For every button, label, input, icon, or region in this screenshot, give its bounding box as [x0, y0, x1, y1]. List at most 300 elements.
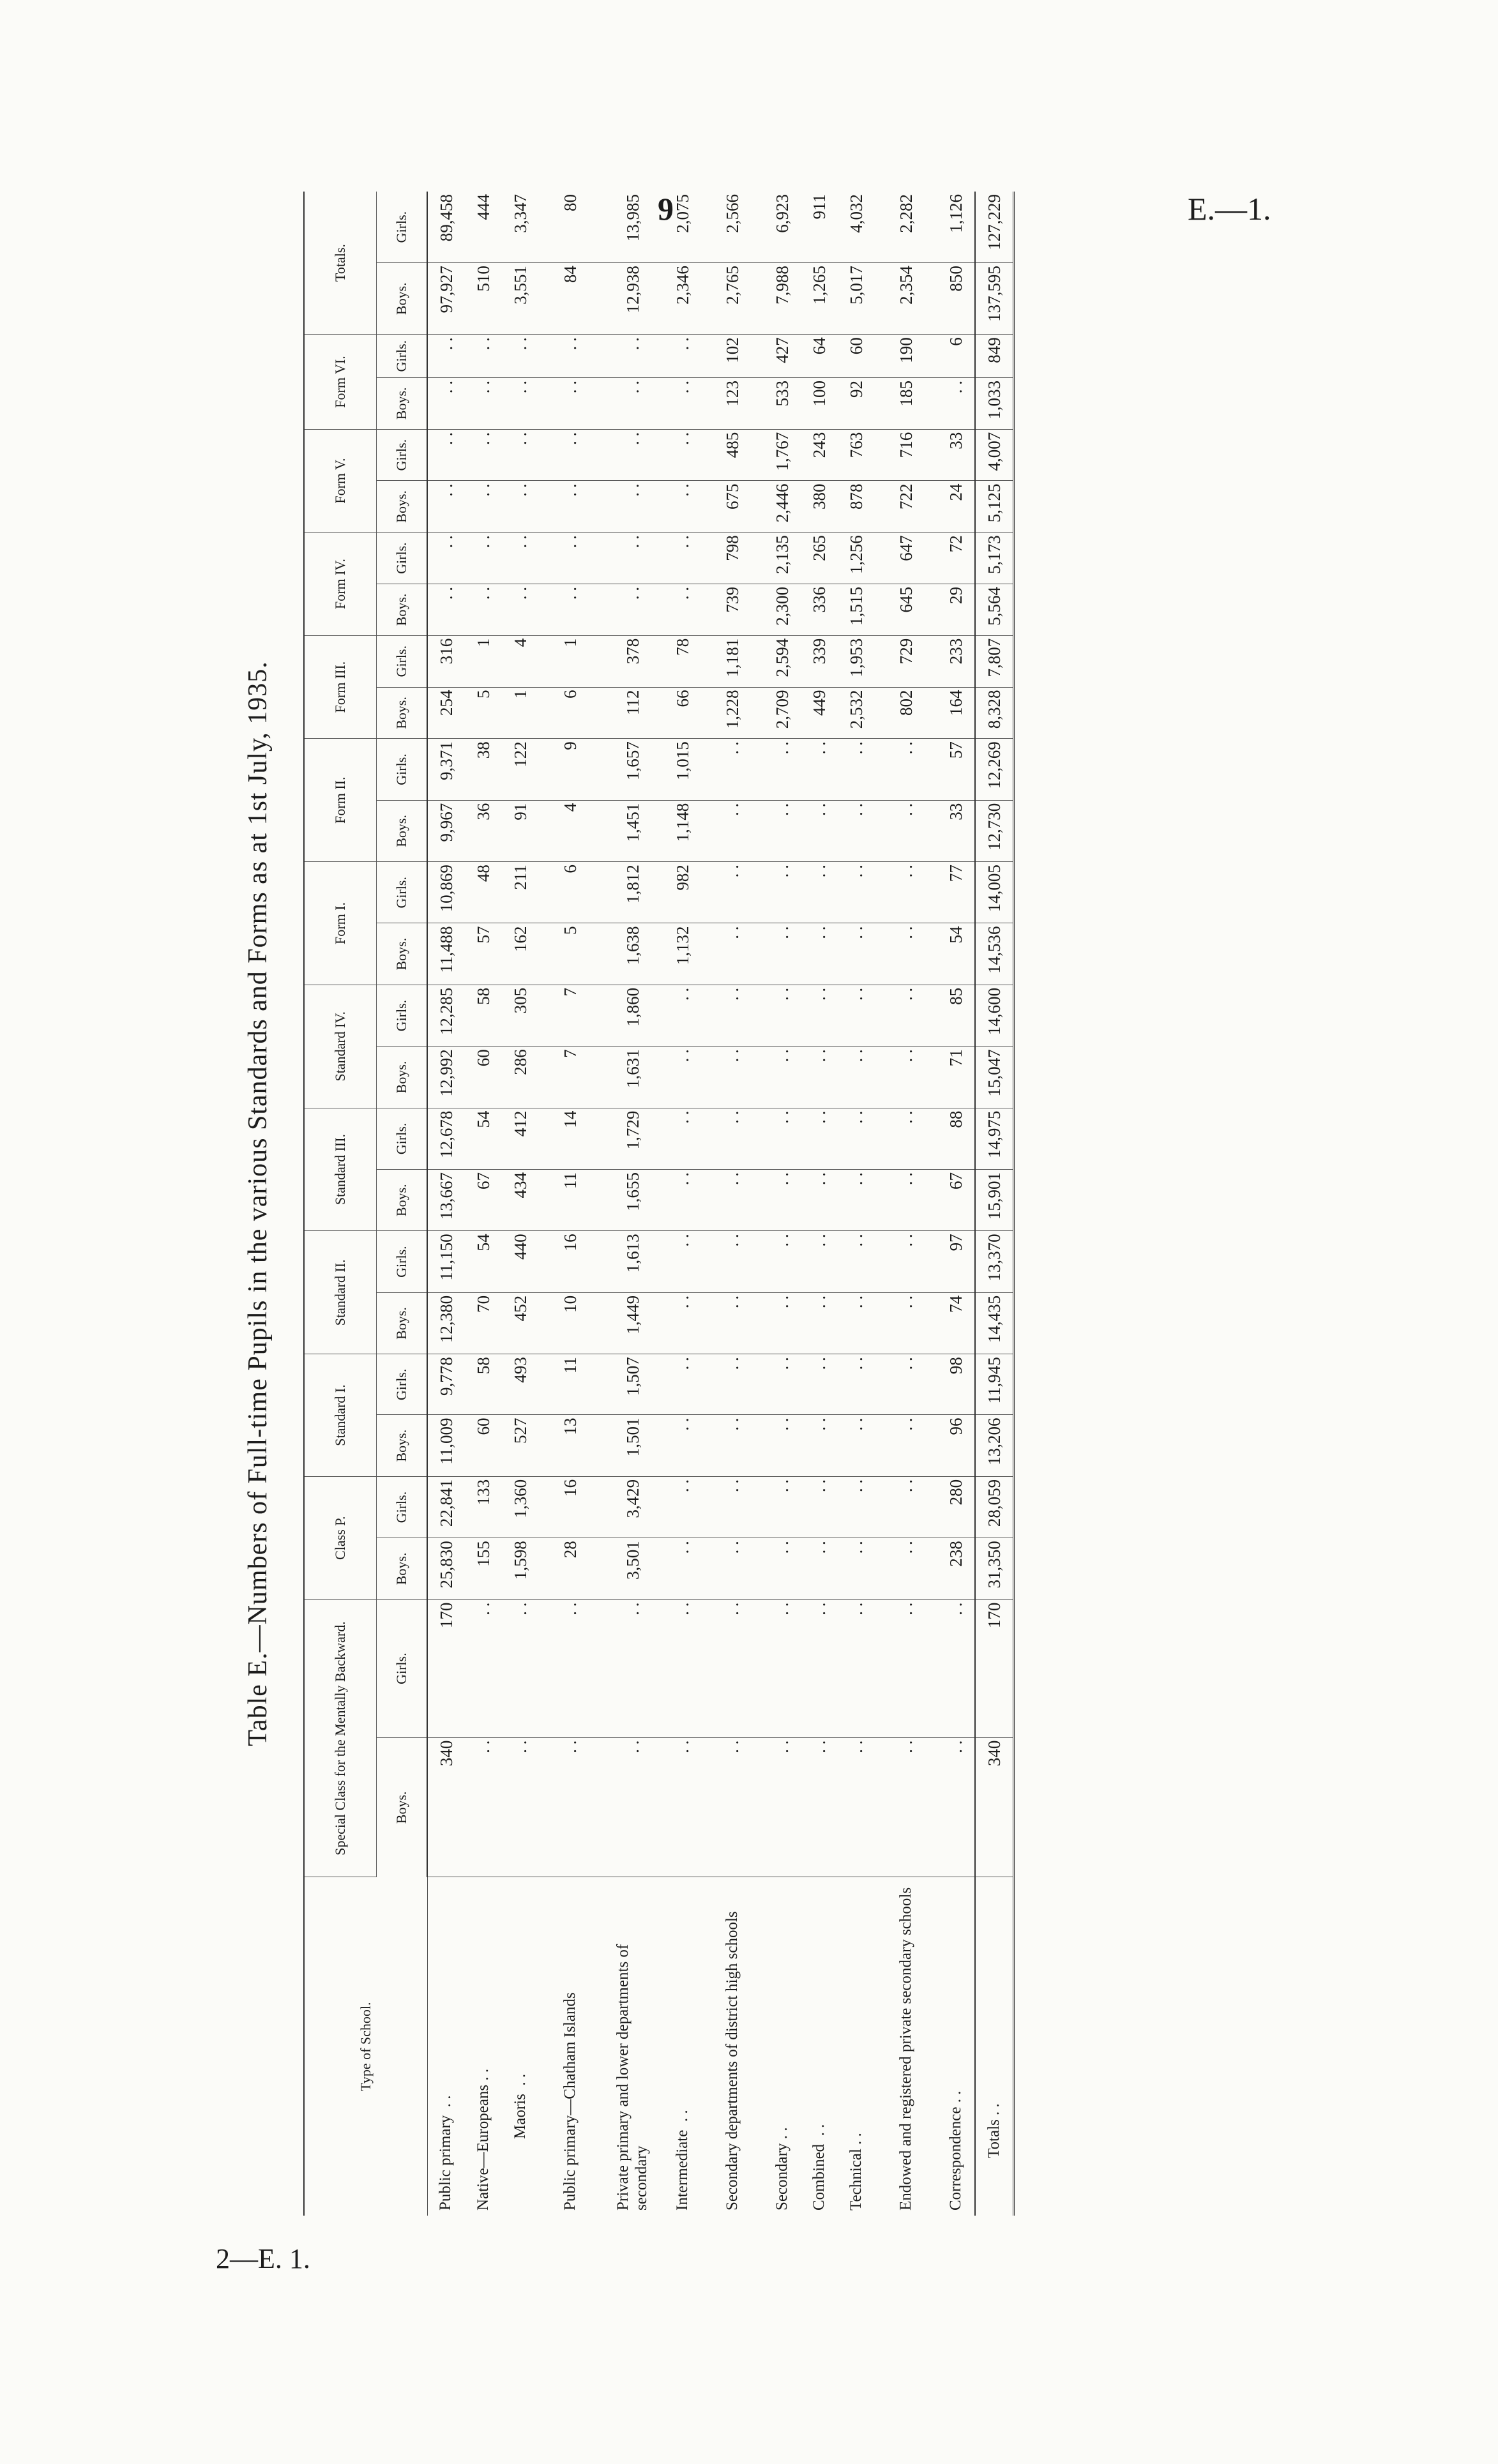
boys-header: Boys. [377, 1538, 428, 1599]
table-cell: . . [764, 1108, 801, 1169]
row-label-text: Native—Europeans [474, 2084, 492, 2211]
table-cell: . . [601, 1599, 664, 1737]
table-cell: . . [664, 377, 701, 429]
table-cell: 1,598 [502, 1538, 539, 1599]
table-cell: 112 [601, 687, 664, 739]
table-cell: 6 [539, 862, 601, 923]
table-cell: . . [764, 1476, 801, 1538]
table-cell: 254 [427, 687, 465, 739]
table-cell: 48 [465, 862, 502, 923]
table-cell: 763 [838, 429, 875, 481]
table-cell: 1 [465, 635, 502, 687]
table-cell: 493 [502, 1354, 539, 1415]
table-cell: . . [465, 377, 502, 429]
table-cell: . . [801, 1047, 838, 1108]
table-cell: 127,229 [975, 192, 1014, 263]
table-cell: . . [664, 429, 701, 481]
table-cell: . . [427, 429, 465, 481]
table-cell: . . [875, 1292, 937, 1354]
table-cell: . . [838, 923, 875, 985]
row-label [875, 1877, 937, 2216]
table-cell: . . [838, 1292, 875, 1354]
table-cell: 1,449 [601, 1292, 664, 1354]
table-cell: 67 [465, 1170, 502, 1231]
table-cell: . . [875, 1415, 937, 1476]
table-cell: . . [875, 862, 937, 923]
table-cell: . . [427, 481, 465, 533]
table-cell: . . [465, 533, 502, 584]
table-cell: 233 [937, 635, 975, 687]
table-cell: 12,730 [975, 800, 1014, 861]
boys-header: Boys. [377, 263, 428, 335]
table-cell: . . [801, 1415, 838, 1476]
girls-header: Girls. [377, 1354, 428, 1415]
table-cell: 170 [975, 1599, 1014, 1737]
table-cell: . . [427, 584, 465, 636]
table-cell: . . [701, 985, 764, 1046]
table-cell: 8,328 [975, 687, 1014, 739]
table-cell: 9 [539, 739, 601, 800]
table-cell: . . [875, 1476, 937, 1538]
table-cell: 92 [838, 377, 875, 429]
row-label-text: Intermediate [673, 2129, 691, 2211]
girls-header: Girls. [377, 1231, 428, 1292]
table-cell: 14 [539, 1108, 601, 1169]
table-cell: 2,709 [764, 687, 801, 739]
table-cell: . . [701, 1108, 764, 1169]
row-label [838, 1877, 875, 2216]
table-cell: . . [664, 1170, 701, 1231]
table-cell: 1,860 [601, 985, 664, 1046]
girls-header: Girls. [377, 1476, 428, 1538]
boys-header: Boys. [377, 687, 428, 739]
table-cell: . . [937, 1599, 975, 1737]
table-cell: 170 [427, 1599, 465, 1737]
leader-dots: . . [511, 2073, 529, 2094]
girls-header: Girls. [377, 1108, 428, 1169]
table-cell: 2,566 [701, 192, 764, 263]
table-cell: 1,631 [601, 1047, 664, 1108]
table-cell: 12,380 [427, 1292, 465, 1354]
girls-header: Girls. [377, 429, 428, 481]
table-cell: . . [601, 584, 664, 636]
table-cell: . . [502, 584, 539, 636]
boys-header: Boys. [377, 377, 428, 429]
row-label [601, 1877, 664, 2216]
table-cell: 11 [539, 1354, 601, 1415]
table-cell: 14,005 [975, 862, 1014, 923]
table-cell: 13,370 [975, 1231, 1014, 1292]
group-header: Standard III. [304, 1108, 377, 1231]
table-cell: 100 [801, 377, 838, 429]
table-cell: 1 [502, 687, 539, 739]
table-cell: 7 [539, 985, 601, 1046]
table-cell: . . [875, 1231, 937, 1292]
boys-header: Boys. [377, 1047, 428, 1108]
row-label [664, 1877, 701, 2216]
table-cell: . . [701, 1047, 764, 1108]
table-cell: . . [801, 1476, 838, 1538]
group-header: Standard I. [304, 1354, 377, 1477]
table-cell: 57 [465, 923, 502, 985]
boys-header: Boys. [377, 923, 428, 985]
row-label-text: Secondary departments of district high schools [723, 1911, 741, 2211]
table-cell: . . [801, 1170, 838, 1231]
table-row [539, 192, 601, 2216]
table-cell: 729 [875, 635, 937, 687]
table-cell: 5 [539, 923, 601, 985]
table-cell: . . [664, 1415, 701, 1476]
table-cell: . . [701, 1476, 764, 1538]
signature-mark: 2—E. 1. [216, 2243, 310, 2274]
table-cell: 60 [465, 1047, 502, 1108]
table-title: Table E.—Numbers of Full-time Pupils in the various Standards and Forms as at 1st July, 1935. [243, 661, 273, 1746]
boys-header: Boys. [377, 1292, 428, 1354]
table-cell: 9,778 [427, 1354, 465, 1415]
table-cell: 5 [465, 687, 502, 739]
table-cell: . . [801, 1599, 838, 1737]
table-cell: 647 [875, 533, 937, 584]
table-cell: 15,047 [975, 1047, 1014, 1108]
table-cell: . . [838, 985, 875, 1046]
table-cell: 60 [465, 1415, 502, 1476]
table-cell: 14,600 [975, 985, 1014, 1046]
table-cell: 2,532 [838, 687, 875, 739]
table-cell: 434 [502, 1170, 539, 1231]
boys-header: Boys. [377, 1415, 428, 1476]
table-cell: . . [801, 1108, 838, 1169]
table-cell: 849 [975, 335, 1014, 378]
leader-dots: . . [946, 2090, 964, 2107]
table-cell: . . [465, 481, 502, 533]
table-cell: 12,992 [427, 1047, 465, 1108]
table-cell: 286 [502, 1047, 539, 1108]
table-cell: 5,017 [838, 263, 875, 335]
row-label [764, 1877, 801, 2216]
table-cell: . . [465, 1599, 502, 1737]
table-cell: 89,458 [427, 192, 465, 263]
table-cell: 444 [465, 192, 502, 263]
table-cell: . . [801, 800, 838, 861]
leader-dots: . . [437, 2095, 455, 2115]
table-cell: 5,173 [975, 533, 1014, 584]
table-cell: . . [801, 1538, 838, 1599]
table-cell: 2,282 [875, 192, 937, 263]
table-cell: 38 [465, 739, 502, 800]
type-of-school-header: Type of School. [304, 1877, 427, 2216]
table-cell: 97 [937, 1231, 975, 1292]
table-cell: . . [601, 481, 664, 533]
table-cell: . . [764, 739, 801, 800]
table-cell: 316 [427, 635, 465, 687]
table-cell: . . [838, 1476, 875, 1538]
table-cell: . . [701, 1354, 764, 1415]
table-cell: 485 [701, 429, 764, 481]
table-cell: 339 [801, 635, 838, 687]
table-cell: . . [764, 1538, 801, 1599]
row-label-text: Totals [985, 2119, 1002, 2158]
table-cell: 70 [465, 1292, 502, 1354]
table-cell: . . [764, 1415, 801, 1476]
table-cell: . . [838, 800, 875, 861]
table-cell: . . [838, 1354, 875, 1415]
group-header: Standard II. [304, 1231, 377, 1354]
table-cell: 1,228 [701, 687, 764, 739]
table-cell: . . [801, 923, 838, 985]
row-label-text: Combined [810, 2143, 828, 2211]
table-cell: . . [764, 923, 801, 985]
table-cell: . . [601, 335, 664, 378]
table-cell: 1,015 [664, 739, 701, 800]
table-row [937, 192, 975, 2216]
table-cell: 3,347 [502, 192, 539, 263]
table-cell: . . [838, 1047, 875, 1108]
table-cell: 5,564 [975, 584, 1014, 636]
table-cell: . . [701, 800, 764, 861]
table-cell: . . [502, 481, 539, 533]
table-cell: . . [764, 1737, 801, 1877]
table-cell: 3,429 [601, 1476, 664, 1538]
group-header: Totals. [304, 192, 377, 335]
table-cell: 1,256 [838, 533, 875, 584]
table-cell: 2,346 [664, 263, 701, 335]
group-header: Class P. [304, 1476, 377, 1599]
table-cell: 54 [937, 923, 975, 985]
table-cell: 1,360 [502, 1476, 539, 1538]
table-cell: . . [427, 377, 465, 429]
group-header: Form I. [304, 862, 377, 985]
row-label-text: Endowed and registered private secondary schools [897, 1887, 914, 2211]
girls-header: Girls. [377, 1599, 428, 1737]
table-cell: 1,613 [601, 1231, 664, 1292]
table-cell: 13 [539, 1415, 601, 1476]
table-cell: 2,594 [764, 635, 801, 687]
table-cell: 452 [502, 1292, 539, 1354]
table-cell: . . [601, 429, 664, 481]
row-label-text: Public primary [437, 2115, 455, 2211]
table-cell: 11 [539, 1170, 601, 1231]
table-cell: 305 [502, 985, 539, 1046]
boys-header: Boys. [377, 584, 428, 636]
table-cell: 78 [664, 635, 701, 687]
table-cell: . . [875, 1354, 937, 1415]
table-cell: 2,075 [664, 192, 701, 263]
table-cell: . . [764, 862, 801, 923]
table-cell: 1,148 [664, 800, 701, 861]
table-cell: . . [801, 1737, 838, 1877]
table-cell: . . [875, 1108, 937, 1169]
table-cell: 137,595 [975, 263, 1014, 335]
girls-header: Girls. [377, 739, 428, 800]
row-label-text: Private primary and lower departments of secondary [614, 1944, 650, 2211]
table-cell: 722 [875, 481, 937, 533]
table-cell: 1,953 [838, 635, 875, 687]
table-row [838, 192, 875, 2216]
girls-header: Girls. [377, 985, 428, 1046]
table-cell: . . [539, 481, 601, 533]
table-cell: . . [838, 1170, 875, 1231]
table-cell: . . [502, 377, 539, 429]
table-cell: . . [801, 1354, 838, 1415]
table-cell: 6 [539, 687, 601, 739]
group-header-row [304, 192, 377, 2216]
table-cell: . . [937, 377, 975, 429]
table-cell: . . [701, 1292, 764, 1354]
table-cell: . . [427, 335, 465, 378]
table-cell: . . [664, 1538, 701, 1599]
table-cell: 33 [937, 429, 975, 481]
table-cell: 1,265 [801, 263, 838, 335]
table-cell: 97,927 [427, 263, 465, 335]
leader-dots: . . [474, 2068, 492, 2085]
table-cell: 14,435 [975, 1292, 1014, 1354]
table-cell: 1 [539, 635, 601, 687]
table-cell: 11,150 [427, 1231, 465, 1292]
table-cell: 57 [937, 739, 975, 800]
table-cell: 58 [465, 985, 502, 1046]
table-cell: 1,655 [601, 1170, 664, 1231]
table-cell: 133 [465, 1476, 502, 1538]
table-cell: 716 [875, 429, 937, 481]
boys-header: Boys. [377, 1737, 428, 1877]
row-label [465, 1877, 502, 2216]
table-cell: . . [875, 923, 937, 985]
leader-dots: . . [810, 2124, 828, 2144]
table-cell: . . [601, 377, 664, 429]
row-label [937, 1877, 975, 2216]
table-cell: 1,501 [601, 1415, 664, 1476]
boys-header: Boys. [377, 481, 428, 533]
table-cell: . . [664, 985, 701, 1046]
table-cell: 2,300 [764, 584, 801, 636]
table-cell: 238 [937, 1538, 975, 1599]
table-cell: 10 [539, 1292, 601, 1354]
table-cell: 14,536 [975, 923, 1014, 985]
table-cell: . . [764, 985, 801, 1046]
group-header: Form II. [304, 739, 377, 862]
group-header: Special Class for the Mentally Backward. [304, 1599, 377, 1877]
table-cell: . . [465, 584, 502, 636]
table-cell: . . [701, 1737, 764, 1877]
table-cell: 28 [539, 1538, 601, 1599]
table-cell: 850 [937, 263, 975, 335]
table-cell: . . [764, 1047, 801, 1108]
row-label [539, 1877, 601, 2216]
table-cell: . . [465, 335, 502, 378]
table-cell: 2,354 [875, 263, 937, 335]
table-cell: . . [701, 1231, 764, 1292]
table-cell: 1,657 [601, 739, 664, 800]
table-cell: 74 [937, 1292, 975, 1354]
table-cell: . . [465, 1737, 502, 1877]
rotated-table-block [243, 192, 1162, 2216]
table-cell: 12,269 [975, 739, 1014, 800]
table-cell: 510 [465, 263, 502, 335]
table-cell: . . [539, 533, 601, 584]
table-cell: . . [937, 1737, 975, 1877]
table-cell: 380 [801, 481, 838, 533]
table-cell: 2,446 [764, 481, 801, 533]
girls-header: Girls. [377, 635, 428, 687]
totals-row [975, 192, 1014, 2216]
table-cell: 1,812 [601, 862, 664, 923]
table-cell: 6,923 [764, 192, 801, 263]
table-row [764, 192, 801, 2216]
table-cell: 85 [937, 985, 975, 1046]
boys-header: Boys. [377, 800, 428, 861]
row-label-text: Secondary [773, 2143, 791, 2211]
leader-dots: . . [847, 2133, 865, 2149]
table-cell: . . [664, 584, 701, 636]
table-cell: 527 [502, 1415, 539, 1476]
table-cell: 123 [701, 377, 764, 429]
table-cell: 1,451 [601, 800, 664, 861]
table-cell: 798 [701, 533, 764, 584]
table-cell: . . [701, 1415, 764, 1476]
page-number: 9 [658, 191, 674, 227]
table-cell: 378 [601, 635, 664, 687]
table-cell: . . [502, 429, 539, 481]
table-cell: 36 [465, 800, 502, 861]
table-cell: 22,841 [427, 1476, 465, 1538]
table-cell: 440 [502, 1231, 539, 1292]
table-cell: . . [801, 739, 838, 800]
table-cell: . . [838, 1599, 875, 1737]
table-cell: . . [801, 862, 838, 923]
table-cell: 14,975 [975, 1108, 1014, 1169]
table-cell: 66 [664, 687, 701, 739]
table-cell: 9,967 [427, 800, 465, 861]
table-cell: . . [664, 1108, 701, 1169]
table-cell: . . [664, 481, 701, 533]
table-cell: . . [875, 1737, 937, 1877]
table-cell: 340 [975, 1737, 1014, 1877]
table-cell: . . [875, 985, 937, 1046]
table-cell: 4 [502, 635, 539, 687]
table-cell: . . [664, 1737, 701, 1877]
table-cell: . . [539, 1599, 601, 1737]
table-cell: . . [764, 1599, 801, 1737]
table-cell: 24 [937, 481, 975, 533]
table-cell: 427 [764, 335, 801, 378]
table-cell: 1,767 [764, 429, 801, 481]
table-cell: 533 [764, 377, 801, 429]
table-cell: . . [838, 862, 875, 923]
table-cell: 1,181 [701, 635, 764, 687]
table-cell: 155 [465, 1538, 502, 1599]
table-row [701, 192, 764, 2216]
boys-header: Boys. [377, 1170, 428, 1231]
row-label [975, 1877, 1014, 2216]
table-cell: 802 [875, 687, 937, 739]
document-code: E.—1. [1188, 191, 1271, 227]
table-row [664, 192, 701, 2216]
table-cell: 11,009 [427, 1415, 465, 1476]
table-cell: 98 [937, 1354, 975, 1415]
table-cell: . . [875, 1599, 937, 1737]
table-cell: 12,938 [601, 263, 664, 335]
table-cell: . . [838, 1231, 875, 1292]
table-cell: 96 [937, 1415, 975, 1476]
leader-dots: . . [985, 2103, 1002, 2120]
table-cell: . . [801, 985, 838, 1046]
table-cell: 164 [937, 687, 975, 739]
table-cell: 1,132 [664, 923, 701, 985]
table-cell: 243 [801, 429, 838, 481]
table-cell: 2,765 [701, 263, 764, 335]
table-cell: 15,901 [975, 1170, 1014, 1231]
table-cell: . . [838, 1737, 875, 1877]
